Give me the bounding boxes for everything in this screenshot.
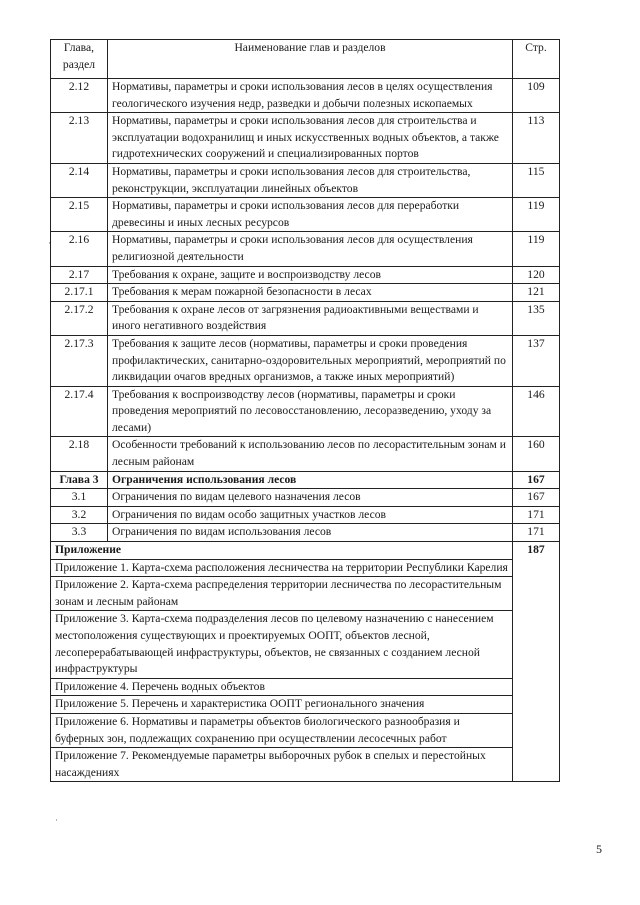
section-page: 146	[513, 386, 560, 437]
table-row	[51, 524, 560, 542]
section-page: 167	[513, 471, 560, 489]
table-header-row	[51, 40, 560, 79]
table-row	[51, 437, 560, 471]
appendix-row	[51, 611, 560, 678]
appendix-item: Приложение 6. Нормативы и параметры объектов биологического разнообразия и буферных зон, подлежащих сохранению при осуществлении лесосечных работ	[51, 713, 513, 747]
appendix-row	[51, 678, 560, 696]
section-page: 160	[513, 437, 560, 471]
appendix-item: Приложение 5. Перечень и характеристика ООПТ регионального значения	[51, 696, 513, 714]
appendix-page: 187	[513, 542, 560, 782]
section-title: Ограничения по видам использования лесов	[108, 524, 513, 542]
section-page: 119	[513, 232, 560, 266]
section-number: Глава 3	[51, 471, 108, 489]
section-page: 120	[513, 266, 560, 284]
section-page: 135	[513, 301, 560, 335]
section-number: 2.17.3	[51, 335, 108, 386]
section-number: 2.17.4	[51, 386, 108, 437]
section-title: Требования к воспроизводству лесов (нормативы, параметры и сроки проведения мероприятий по лесовосстановлению, лесоразведению, уходу за лесами)	[108, 386, 513, 437]
section-title: Требования к мерам пожарной безопасности в лесах	[108, 284, 513, 302]
section-page: 109	[513, 79, 560, 113]
appendix-heading-row	[51, 542, 560, 560]
section-title: Ограничения по видам целевого назначения лесов	[108, 489, 513, 507]
header-title: Наименование глав и разделов	[108, 40, 513, 79]
table-row	[51, 471, 560, 489]
section-title: Ограничения по видам особо защитных участков лесов	[108, 506, 513, 524]
header-chapter: Глава, раздел	[51, 40, 108, 79]
table-row	[51, 163, 560, 197]
appendix-item: Приложение 1. Карта-схема расположения лесничества на территории Республики Карелия	[51, 559, 513, 577]
appendix-item: Приложение 7. Рекомендуемые параметры выборочных рубок в спелых и перестойных насаждениях	[51, 748, 513, 782]
section-page: 167	[513, 489, 560, 507]
table-row	[51, 335, 560, 386]
section-title: Особенности требований к использованию лесов по лесорастительным зонам и лесным районам	[108, 437, 513, 471]
section-number: 2.16	[51, 232, 108, 266]
section-number: 2.18	[51, 437, 108, 471]
section-title: Нормативы, параметры и сроки использования лесов для осуществления религиозной деятельности	[108, 232, 513, 266]
section-title: Требования к защите лесов (нормативы, параметры и сроки проведения профилактических, санитарно-оздоровительных мероприятий, мероприятий по ликвидации очагов вредных организмов, а также иных мероприятий)	[108, 335, 513, 386]
scan-mark: ·	[55, 815, 58, 825]
section-page: 171	[513, 506, 560, 524]
section-title: Нормативы, параметры и сроки использования лесов для строительства и эксплуатации водохранилищ и иных искусственных водных объектов, а также гидротехнических сооружений и специализированных портов	[108, 113, 513, 164]
appendix-row	[51, 696, 560, 714]
section-page: 113	[513, 113, 560, 164]
table-row	[51, 301, 560, 335]
appendix-row	[51, 713, 560, 747]
appendix-item: Приложение 3. Карта-схема подразделения лесов по целевому назначению с нанесением местоположения существующих и проектируемых ООПТ, объектов лесной, лесоперерабатывающей инфраструктуры, объектов, не связанных с созданием лесной инфраструктуры	[51, 611, 513, 678]
section-page: 115	[513, 163, 560, 197]
table-row	[51, 198, 560, 232]
appendix-item: Приложение 4. Перечень водных объектов	[51, 678, 513, 696]
section-page: 137	[513, 335, 560, 386]
table-row	[51, 79, 560, 113]
table-row	[51, 489, 560, 507]
table-row	[51, 232, 560, 266]
appendix-row	[51, 559, 560, 577]
appendix-title: Приложение	[51, 542, 513, 560]
table-row	[51, 266, 560, 284]
section-number: 2.14	[51, 163, 108, 197]
appendix-item: Приложение 2. Карта-схема распределения территории лесничества по лесорастительным зонам и лесным районам	[51, 577, 513, 611]
table-row	[51, 386, 560, 437]
table-row	[51, 284, 560, 302]
section-number: 2.12	[51, 79, 108, 113]
section-number: 2.17	[51, 266, 108, 284]
section-title: Нормативы, параметры и сроки использования лесов для строительства, реконструкции, эксплуатации линейных объектов	[108, 163, 513, 197]
section-title: Требования к охране лесов от загрязнения радиоактивными веществами и иного негативного воздействия	[108, 301, 513, 335]
table-row	[51, 506, 560, 524]
section-title: Нормативы, параметры и сроки использования лесов для переработки древесины и иных лесных ресурсов	[108, 198, 513, 232]
header-page: Стр.	[513, 40, 560, 79]
page-number: 5	[596, 842, 602, 856]
section-title: Ограничения использования лесов	[108, 471, 513, 489]
appendix-row	[51, 577, 560, 611]
section-number: 3.3	[51, 524, 108, 542]
section-number: 2.17.2	[51, 301, 108, 335]
section-number: 2.15	[51, 198, 108, 232]
section-title: Нормативы, параметры и сроки использования лесов в целях осуществления геологического изучения недр, разведки и добычи полезных ископаемых	[108, 79, 513, 113]
section-number: 2.17.1	[51, 284, 108, 302]
section-number: 2.13	[51, 113, 108, 164]
appendix-row	[51, 748, 560, 782]
section-number: 3.1	[51, 489, 108, 507]
section-page: 121	[513, 284, 560, 302]
contents-table	[50, 39, 560, 782]
table-row	[51, 113, 560, 164]
scan-mark: ·	[48, 238, 51, 248]
section-title: Требования к охране, защите и воспроизводству лесов	[108, 266, 513, 284]
section-page: 171	[513, 524, 560, 542]
section-number: 3.2	[51, 506, 108, 524]
section-page: 119	[513, 198, 560, 232]
contents-body	[51, 79, 560, 782]
